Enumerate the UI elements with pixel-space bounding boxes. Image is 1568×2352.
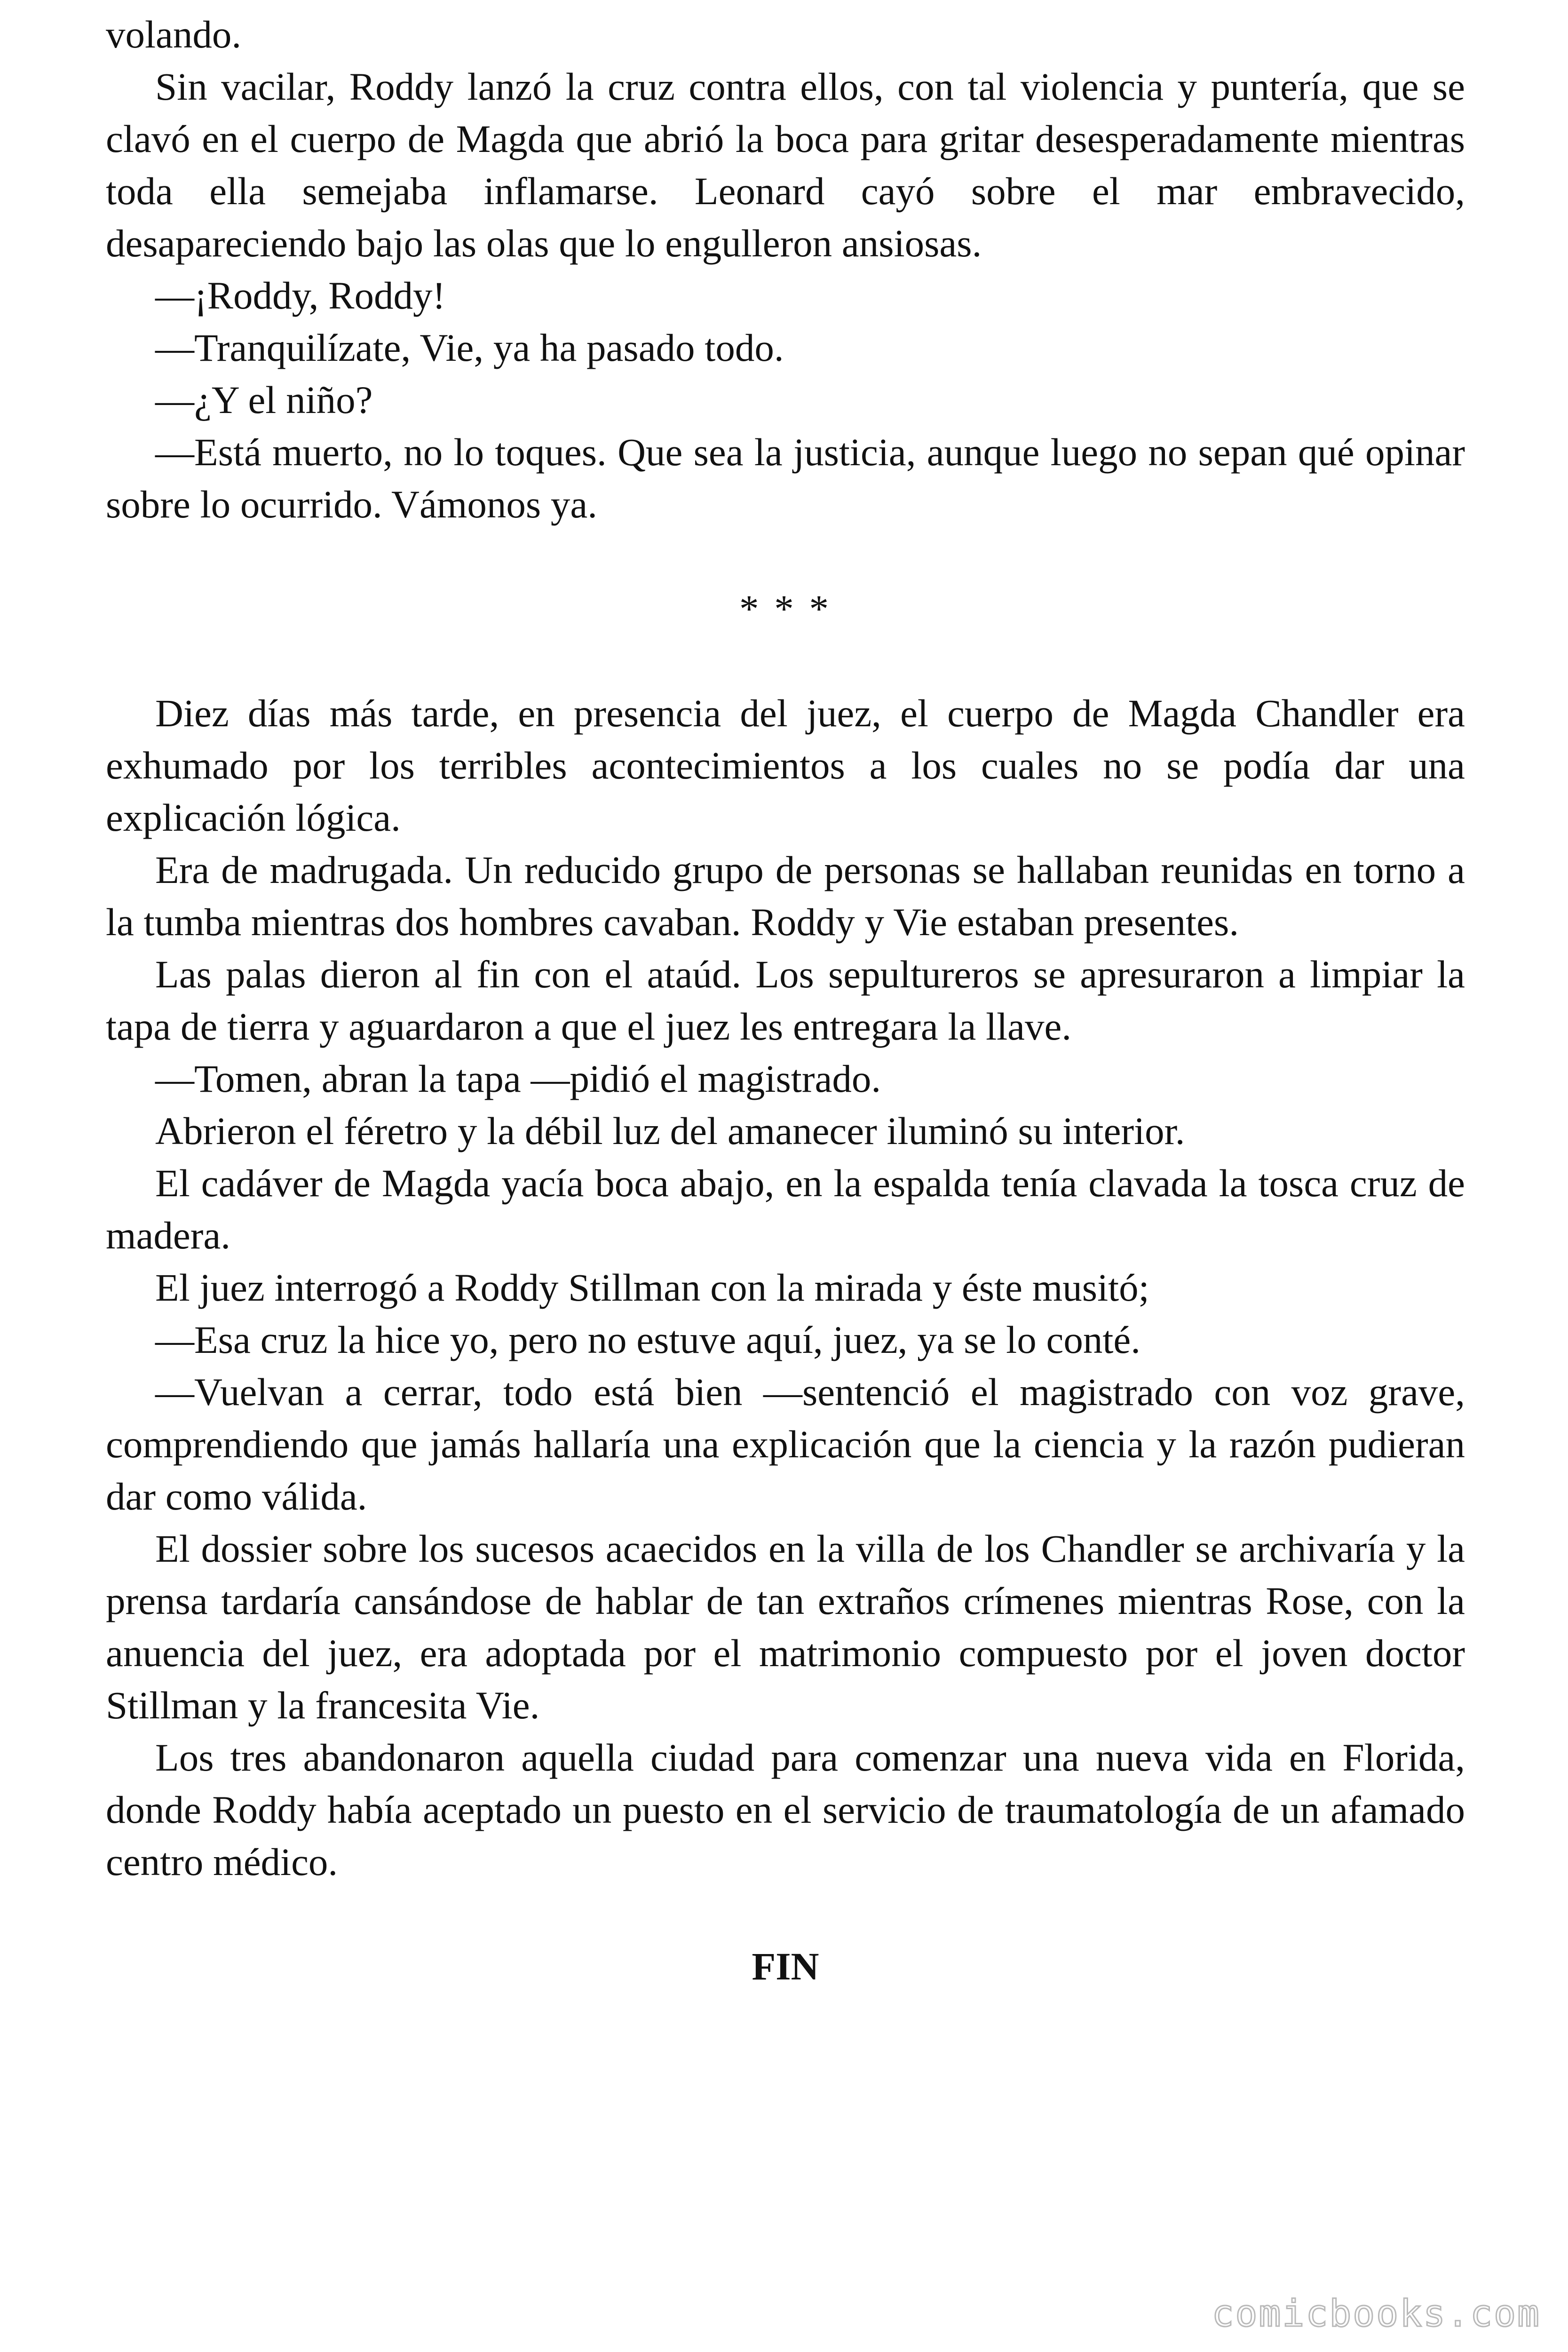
paragraph: Los tres abandonaron aquella ciudad para comenzar una nueva vida en Florida, donde Roddy había aceptado un puesto en el servicio de traumatología de un afamado centro médico.: [106, 1736, 1465, 1883]
text-block-part2: [106, 687, 1465, 1888]
paragraph: Era de madrugada. Un reducido grupo de personas se hallaban reunidas en torno a la tumba mientras dos hombres cavaban. Roddy y Vie estaban presentes.: [106, 848, 1465, 944]
dialogue-line: —Tranquilízate, Vie, ya ha pasado todo.: [155, 326, 784, 369]
dialogue-line: —Esa cruz la hice yo, pero no estuve aquí, juez, ya se lo conté.: [155, 1318, 1140, 1361]
dialogue-line: —¡Roddy, Roddy!: [155, 274, 446, 317]
paragraph: El dossier sobre los sucesos acaecidos en la villa de los Chandler se archivaría y la prensa tardaría cansándose de hablar de tan extraños crímenes mientras Rose, con la anuencia del juez, era adoptada por el matrimonio compuesto por el joven doctor Stillman y la francesita Vie.: [106, 1527, 1465, 1727]
paragraph: volando.: [106, 13, 242, 56]
text-block-part1: [106, 8, 1465, 531]
watermark: comicbooks.com: [1212, 2293, 1541, 2335]
dialogue-line: —¿Y el niño?: [155, 378, 373, 421]
paragraph: Sin vacilar, Roddy lanzó la cruz contra ellos, con tal violencia y puntería, que se clavó en el cuerpo de Magda que abrió la boca para gritar desesperadamente mientras toda ella semejaba inflamarse. Leonard cayó sobre el mar embravecido, desapareciendo bajo las olas que lo engulleron ansiosas.: [106, 65, 1465, 265]
paragraph: El cadáver de Magda yacía boca abajo, en la espalda tenía clavada la tosca cruz de madera.: [106, 1161, 1465, 1257]
dialogue-line: —Vuelvan a cerrar, todo está bien —sentenció el magistrado con voz grave, comprendiendo que jamás hallaría una explicación que la ciencia y la razón pudieran dar como válida.: [106, 1370, 1465, 1518]
paragraph: Diez días más tarde, en presencia del juez, el cuerpo de Magda Chandler era exhumado por los terribles acontecimientos a los cuales no se podía dar una explicación lógica.: [106, 691, 1465, 839]
paragraph: Abrieron el féretro y la débil luz del amanecer iluminó su interior.: [155, 1109, 1185, 1152]
paragraph: El juez interrogó a Roddy Stillman con la mirada y éste musitó;: [155, 1266, 1149, 1309]
section-separator: * * *: [739, 587, 832, 630]
dialogue-line: —Está muerto, no lo toques. Que sea la justicia, aunque luego no sepan qué opinar sobre lo ocurrido. Vámonos ya.: [106, 430, 1465, 526]
dialogue-line: —Tomen, abran la tapa —pidió el magistrado.: [155, 1057, 881, 1100]
paragraph: Las palas dieron al fin con el ataúd. Los sepultureros se apresuraron a limpiar la tapa de tierra y aguardaron a que el juez les entregara la llave.: [106, 953, 1465, 1048]
page-content: [106, 8, 1465, 1993]
end-mark: FIN: [752, 1945, 819, 1988]
